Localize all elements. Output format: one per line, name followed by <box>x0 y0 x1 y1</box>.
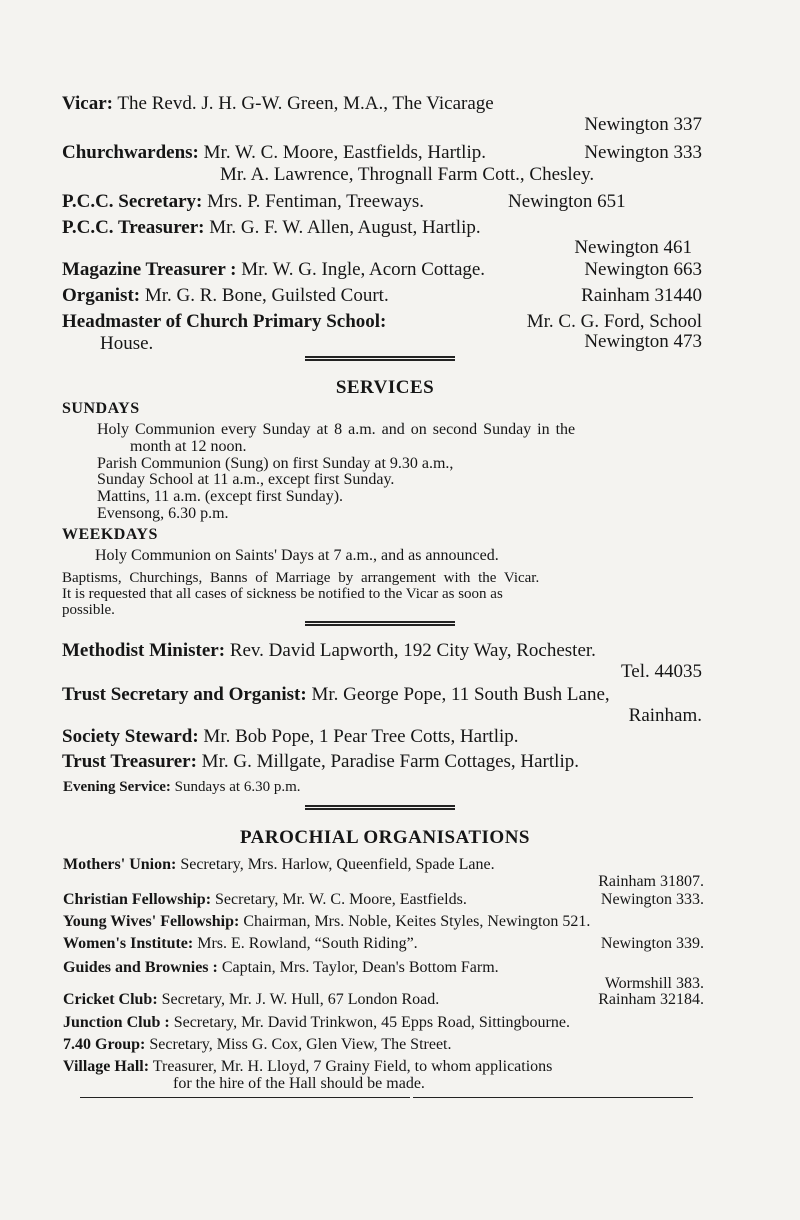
young-wives-text: Chairman, Mrs. Noble, Keites Styles, Newington 521. <box>243 913 591 930</box>
services-note-1: Baptisms, Churchings, Banns of Marriage by arrangement with the Vicar. <box>62 570 540 586</box>
mothers-union-phone: Rainham 31807. <box>598 873 704 890</box>
pcc-treasurer-phone: Newington 461 <box>574 237 692 258</box>
churchwardens-label: Churchwardens: <box>62 142 199 163</box>
organist-text: Mr. G. R. Bone, Guilsted Court. <box>144 285 389 306</box>
churchwardens-text1: Mr. W. C. Moore, Eastfields, Hartlip. <box>203 142 486 163</box>
pcc-secretary-phone: Newington 651 <box>508 191 626 212</box>
weekdays-heading: WEEKDAYS <box>62 526 158 543</box>
services-heading: SERVICES <box>335 377 435 398</box>
magazine-treasurer-text: Mr. W. G. Ingle, Acorn Cottage. <box>241 259 486 280</box>
christian-fellowship-label: Christian Fellowship: <box>63 891 212 908</box>
evening-service-text: Sundays at 6.30 p.m. <box>174 779 301 795</box>
headmaster-phone: Newington 473 <box>584 331 702 352</box>
society-steward-text: Mr. Bob Pope, 1 Pear Tree Cotts, Hartlip. <box>203 726 519 747</box>
mothers-union-line <box>63 856 495 874</box>
junction-club-line <box>63 1014 570 1032</box>
pcc-secretary-label: P.C.C. Secretary: <box>62 191 203 212</box>
pcc-secretary-line <box>62 191 424 213</box>
divider-2 <box>305 621 455 626</box>
headmaster-label: Headmaster of Church Primary School: <box>62 311 387 332</box>
sunday-item-3: Sunday School at 11 a.m., except first Sunday. <box>97 471 395 488</box>
society-steward-label: Society Steward: <box>62 726 199 747</box>
christian-fellowship-line <box>63 891 467 909</box>
trust-secretary-label: Trust Secretary and Organist: <box>62 684 307 705</box>
mothers-union-label: Mothers' Union: <box>63 856 177 873</box>
womens-institute-label: Women's Institute: <box>63 935 194 952</box>
cricket-club-text: Secretary, Mr. J. W. Hull, 67 London Road. <box>161 991 440 1008</box>
trust-treasurer-label: Trust Treasurer: <box>62 751 197 772</box>
group-740-text: Secretary, Miss G. Cox, Glen View, The Street. <box>149 1036 452 1053</box>
village-hall-line <box>63 1058 552 1076</box>
evening-service-line <box>63 779 301 796</box>
vicar-label: Vicar: <box>62 93 113 114</box>
womens-institute-line <box>63 935 418 953</box>
guides-text: Captain, Mrs. Taylor, Dean's Bottom Farm. <box>221 959 499 976</box>
sunday-item-5: Evensong, 6.30 p.m. <box>97 505 229 522</box>
trust-secretary-line <box>62 684 610 706</box>
pcc-treasurer-label: P.C.C. Treasurer: <box>62 217 205 238</box>
junction-club-label: Junction Club : <box>63 1014 170 1031</box>
organisations-heading: PAROCHIAL ORGANISATIONS <box>239 827 531 848</box>
young-wives-line <box>63 913 590 931</box>
sunday-item-1b: month at 12 noon. <box>130 438 247 455</box>
cricket-club-phone: Rainham 32184. <box>598 991 704 1008</box>
divider-3 <box>305 805 455 810</box>
methodist-minister-line <box>62 640 596 662</box>
christian-fellowship-phone: Newington 333. <box>600 891 704 908</box>
methodist-minister-phone: Tel. 44035 <box>621 661 702 682</box>
womens-institute-text: Mrs. E. Rowland, “South Riding”. <box>197 935 418 952</box>
vicar-line <box>62 93 494 115</box>
methodist-minister-label: Methodist Minister: <box>62 640 226 661</box>
sunday-item-2: Parish Communion (Sung) on first Sunday at 9.30 a.m., <box>97 455 454 472</box>
churchwardens-line <box>62 142 486 164</box>
christian-fellowship-text: Secretary, Mr. W. C. Moore, Eastfields. <box>215 891 467 908</box>
sundays-heading: SUNDAYS <box>62 400 140 417</box>
group-740-line <box>63 1036 451 1054</box>
trust-secretary-town: Rainham. <box>628 705 702 726</box>
organist-phone: Rainham 31440 <box>581 285 702 306</box>
trust-treasurer-text: Mr. G. Millgate, Paradise Farm Cottages, Hartlip. <box>201 751 579 772</box>
village-hall-label: Village Hall: <box>63 1058 150 1075</box>
divider-1 <box>305 356 455 361</box>
pcc-treasurer-line <box>62 217 481 239</box>
sunday-item-1a: Holy Communion every Sunday at 8 a.m. and on second Sunday in the <box>97 421 576 438</box>
sunday-item-4: Mattins, 11 a.m. (except first Sunday). <box>97 488 344 505</box>
vicar-text: The Revd. J. H. G-W. Green, M.A., The Vicarage <box>117 93 494 114</box>
trust-treasurer-line <box>62 751 579 773</box>
village-hall-text: Treasurer, Mr. H. Lloyd, 7 Grainy Field, to whom applications <box>152 1058 553 1075</box>
organist-line <box>62 285 389 307</box>
bottom-rule-left <box>80 1097 410 1098</box>
vicar-phone: Newington 337 <box>584 114 702 135</box>
services-note-3: possible. <box>62 602 115 618</box>
guides-line <box>63 959 499 977</box>
group-740-label: 7.40 Group: <box>63 1036 146 1053</box>
churchwardens-text2: Mr. A. Lawrence, Thrognall Farm Cott., Chesley. <box>220 164 595 185</box>
evening-service-label: Evening Service: <box>63 779 171 795</box>
churchwardens-phone: Newington 333 <box>584 142 702 163</box>
guides-label: Guides and Brownies : <box>63 959 218 976</box>
trust-secretary-text: Mr. George Pope, 11 South Bush Lane, <box>311 684 610 705</box>
headmaster-text2: House. <box>100 333 154 354</box>
headmaster-text1: Mr. C. G. Ford, School <box>526 311 702 332</box>
mothers-union-text: Secretary, Mrs. Harlow, Queenfield, Spade Lane. <box>180 856 495 873</box>
cricket-club-line <box>63 991 439 1009</box>
cricket-club-label: Cricket Club: <box>63 991 158 1008</box>
village-hall-text2: for the hire of the Hall should be made. <box>173 1075 425 1092</box>
junction-club-text: Secretary, Mr. David Trinkwon, 45 Epps Road, Sittingbourne. <box>173 1014 570 1031</box>
pcc-treasurer-text: Mr. G. F. W. Allen, August, Hartlip. <box>209 217 481 238</box>
magazine-treasurer-phone: Newington 663 <box>584 259 702 280</box>
magazine-treasurer-line <box>62 259 485 281</box>
womens-institute-phone: Newington 339. <box>600 935 704 952</box>
organist-label: Organist: <box>62 285 141 306</box>
weekday-item-1: Holy Communion on Saints' Days at 7 a.m., and as announced. <box>95 547 499 564</box>
bottom-rule-right <box>413 1097 693 1098</box>
young-wives-label: Young Wives' Fellowship: <box>63 913 240 930</box>
pcc-secretary-text: Mrs. P. Fentiman, Treeways. <box>207 191 425 212</box>
magazine-treasurer-label: Magazine Treasurer : <box>62 259 237 280</box>
methodist-minister-text: Rev. David Lapworth, 192 City Way, Rochester. <box>229 640 596 661</box>
services-note-2: It is requested that all cases of sickness be notified to the Vicar as soon as <box>62 586 503 602</box>
society-steward-line <box>62 726 519 748</box>
guides-phone: Wormshill 383. <box>604 975 704 992</box>
